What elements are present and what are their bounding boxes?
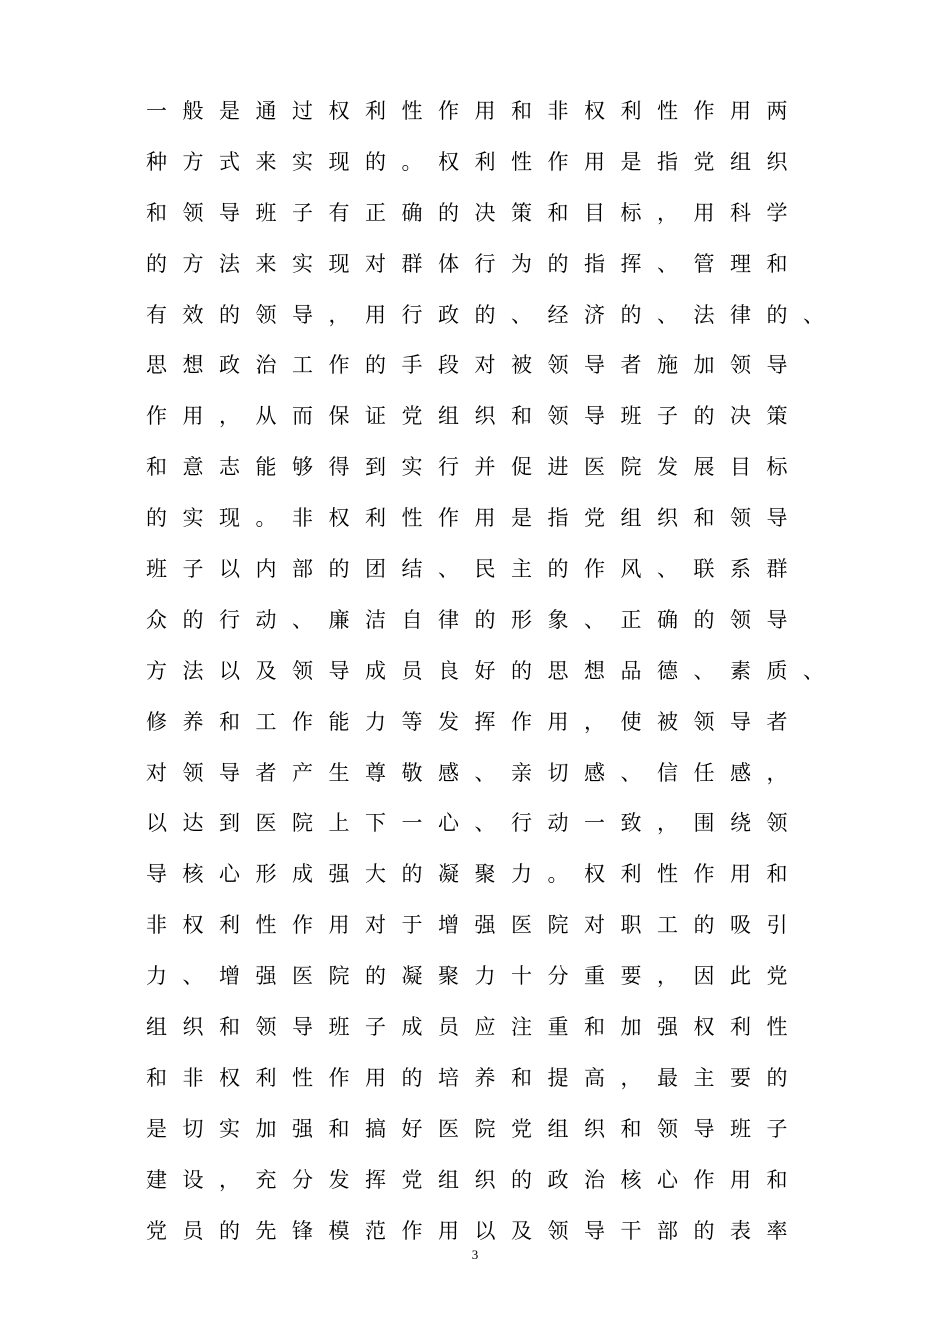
text-line: 的实现。非权利性作用是指党组织和领导 (146, 506, 803, 531)
text-line: 以达到医院上下一心、行动一致，围绕领 (146, 811, 803, 836)
text-line: 是切实加强和搞好医院党组织和领导班子 (146, 1116, 803, 1141)
text-line: 的方法来实现对群体行为的指挥、管理和 (146, 251, 803, 276)
page-number: 3 (471, 1247, 479, 1262)
text-line: 党员的先锋模范作用以及领导干部的表率 (146, 1218, 803, 1243)
body-text (146, 86, 866, 1256)
text-line: 和领导班子有正确的决策和目标，用科学 (146, 200, 803, 225)
text-line: 导核心形成强大的凝聚力。权利性作用和 (146, 862, 803, 887)
text-line: 对领导者产生尊敬感、亲切感、信任感， (146, 760, 803, 785)
text-line: 和意志能够得到实行并促进医院发展目标 (146, 455, 803, 480)
text-line: 非权利性作用对于增强医院对职工的吸引 (146, 913, 803, 938)
text-line: 力、增强医院的凝聚力十分重要，因此党 (146, 964, 803, 989)
text-line: 班子以内部的团结、民主的作风、联系群 (146, 557, 803, 582)
text-line: 众的行动、廉洁自律的形象、正确的领导 (146, 607, 803, 632)
text-line: 一般是通过权利性作用和非权利性作用两 (146, 99, 803, 123)
text-line: 方法以及领导成员良好的思想品德、素质、 (146, 658, 840, 683)
text-line: 修养和工作能力等发挥作用，使被领导者 (146, 709, 803, 734)
text-line: 种方式来实现的。权利性作用是指党组织 (146, 149, 803, 174)
text-line: 思想政治工作的手段对被领导者施加领导 (146, 353, 803, 378)
text-line: 建设，充分发挥党组织的政治核心作用和 (146, 1167, 803, 1192)
text-line: 有效的领导，用行政的、经济的、法律的、 (146, 302, 840, 327)
text-line: 和非权利性作用的培养和提高，最主要的 (146, 1065, 803, 1090)
text-line: 作用，从而保证党组织和领导班子的决策 (146, 404, 803, 429)
text-line: 组织和领导班子成员应注重和加强权利性 (146, 1015, 803, 1040)
